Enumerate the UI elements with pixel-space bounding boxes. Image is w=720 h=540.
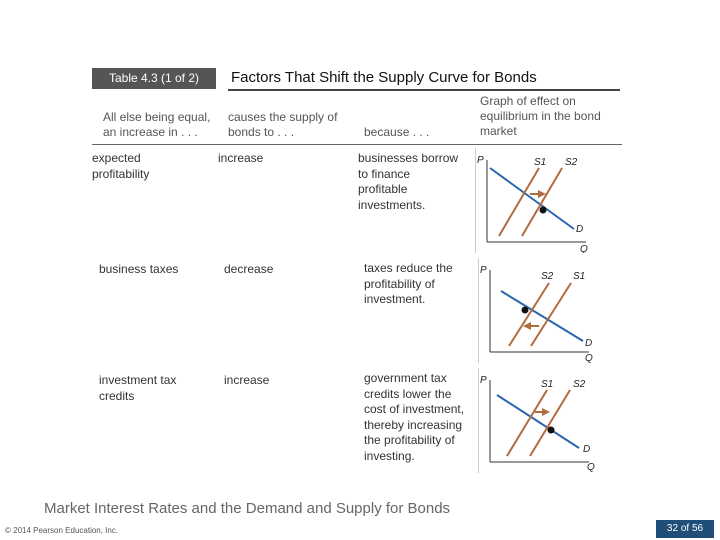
supply-curve-right [531, 283, 571, 346]
header-effect-line: bonds to . . . [228, 125, 295, 139]
row3-factor [99, 373, 176, 404]
supply-label-left: S2 [541, 271, 554, 282]
row2-reason [364, 261, 453, 308]
row1-reason-line: businesses borrow [358, 151, 459, 165]
row2-reason-line: taxes reduce the [364, 261, 453, 275]
header-rule [92, 144, 622, 145]
quantity-axis-label: Q [587, 462, 595, 473]
row1-factor-line: profitability [92, 166, 150, 181]
title-rule [228, 89, 620, 91]
supply-curve-right [522, 168, 562, 236]
header-reason [364, 125, 429, 140]
supply-label-left: S1 [534, 157, 547, 168]
header-factor [103, 110, 210, 140]
row3-factor-line: credits [99, 388, 135, 403]
header-factor-line: All else being equal, [103, 110, 211, 124]
page-number-badge: 32 of 56 [656, 520, 714, 538]
supply-label-right: S2 [573, 379, 586, 390]
shift-arrow-right-icon [542, 408, 550, 416]
equilibrium-point [540, 207, 547, 214]
row1-factor [92, 151, 149, 182]
quantity-axis-label: Q [580, 244, 588, 253]
row1-graph-svg [476, 148, 601, 253]
row2-graph [478, 258, 604, 363]
copyright-notice: © 2014 Pearson Education, Inc. [5, 526, 119, 535]
row1-graph [475, 148, 601, 253]
price-axis-label: P [480, 265, 487, 276]
supply-curve-left [509, 283, 549, 346]
row2-factor [99, 262, 178, 278]
supply-label-left: S1 [541, 379, 554, 390]
row1-reason-line: to finance [358, 166, 411, 181]
row3-reason-line: cost of investment, [364, 402, 465, 416]
row3-reason-line: investing. [364, 448, 415, 463]
equilibrium-point [548, 427, 555, 434]
header-effect-line: causes the supply of [228, 110, 338, 124]
row2-reason-line: profitability of [364, 276, 435, 291]
demand-label: D [585, 338, 593, 349]
table-title: Factors That Shift the Supply Curve for Bonds [231, 69, 537, 86]
row2-reason-line: investment. [364, 292, 426, 306]
price-axis-label: P [477, 155, 484, 166]
row3-reason [364, 371, 464, 464]
supply-curve-right [530, 390, 570, 456]
row3-reason-line: credits lower the [364, 386, 452, 401]
row2-factor-line: business taxes [99, 262, 179, 276]
row2-graph-svg [479, 258, 604, 363]
header-effect [228, 110, 337, 140]
row1-change: increase [218, 151, 264, 165]
row1-factor-line: expected [92, 151, 141, 165]
row3-change: increase [224, 373, 270, 387]
slide-footer-title: Market Interest Rates and the Demand and Supply for Bonds [44, 500, 451, 517]
row3-graph-svg [479, 368, 604, 473]
header-graph [480, 94, 601, 139]
price-axis-label: P [480, 375, 487, 386]
row1-reason-line: investments. [358, 197, 426, 212]
header-graph-line: Graph of effect on [480, 94, 576, 108]
demand-label: D [583, 444, 591, 455]
row3-reason-line: the profitability of [364, 433, 455, 447]
demand-curve [501, 291, 583, 341]
row3-factor-line: investment tax [99, 373, 177, 387]
quantity-axis-label: Q [585, 353, 593, 363]
header-graph-line: equilibrium in the bond [480, 109, 601, 123]
supply-label-right: S2 [565, 157, 578, 168]
supply-label-right: S1 [573, 271, 586, 282]
row3-reason-line: thereby increasing [364, 417, 463, 432]
table-number-tag: Table 4.3 (1 of 2) [92, 68, 216, 89]
row3-reason-line: government tax [364, 371, 447, 385]
equilibrium-point [522, 307, 529, 314]
row1-reason-line: profitable [358, 182, 408, 196]
row1-reason [358, 151, 458, 213]
header-factor-line: an increase in . . . [103, 125, 198, 139]
header-reason-line: because . . . [364, 125, 430, 139]
demand-label: D [576, 224, 584, 235]
row3-graph [478, 368, 604, 473]
header-graph-line: market [480, 124, 517, 138]
row2-change: decrease [224, 262, 274, 276]
